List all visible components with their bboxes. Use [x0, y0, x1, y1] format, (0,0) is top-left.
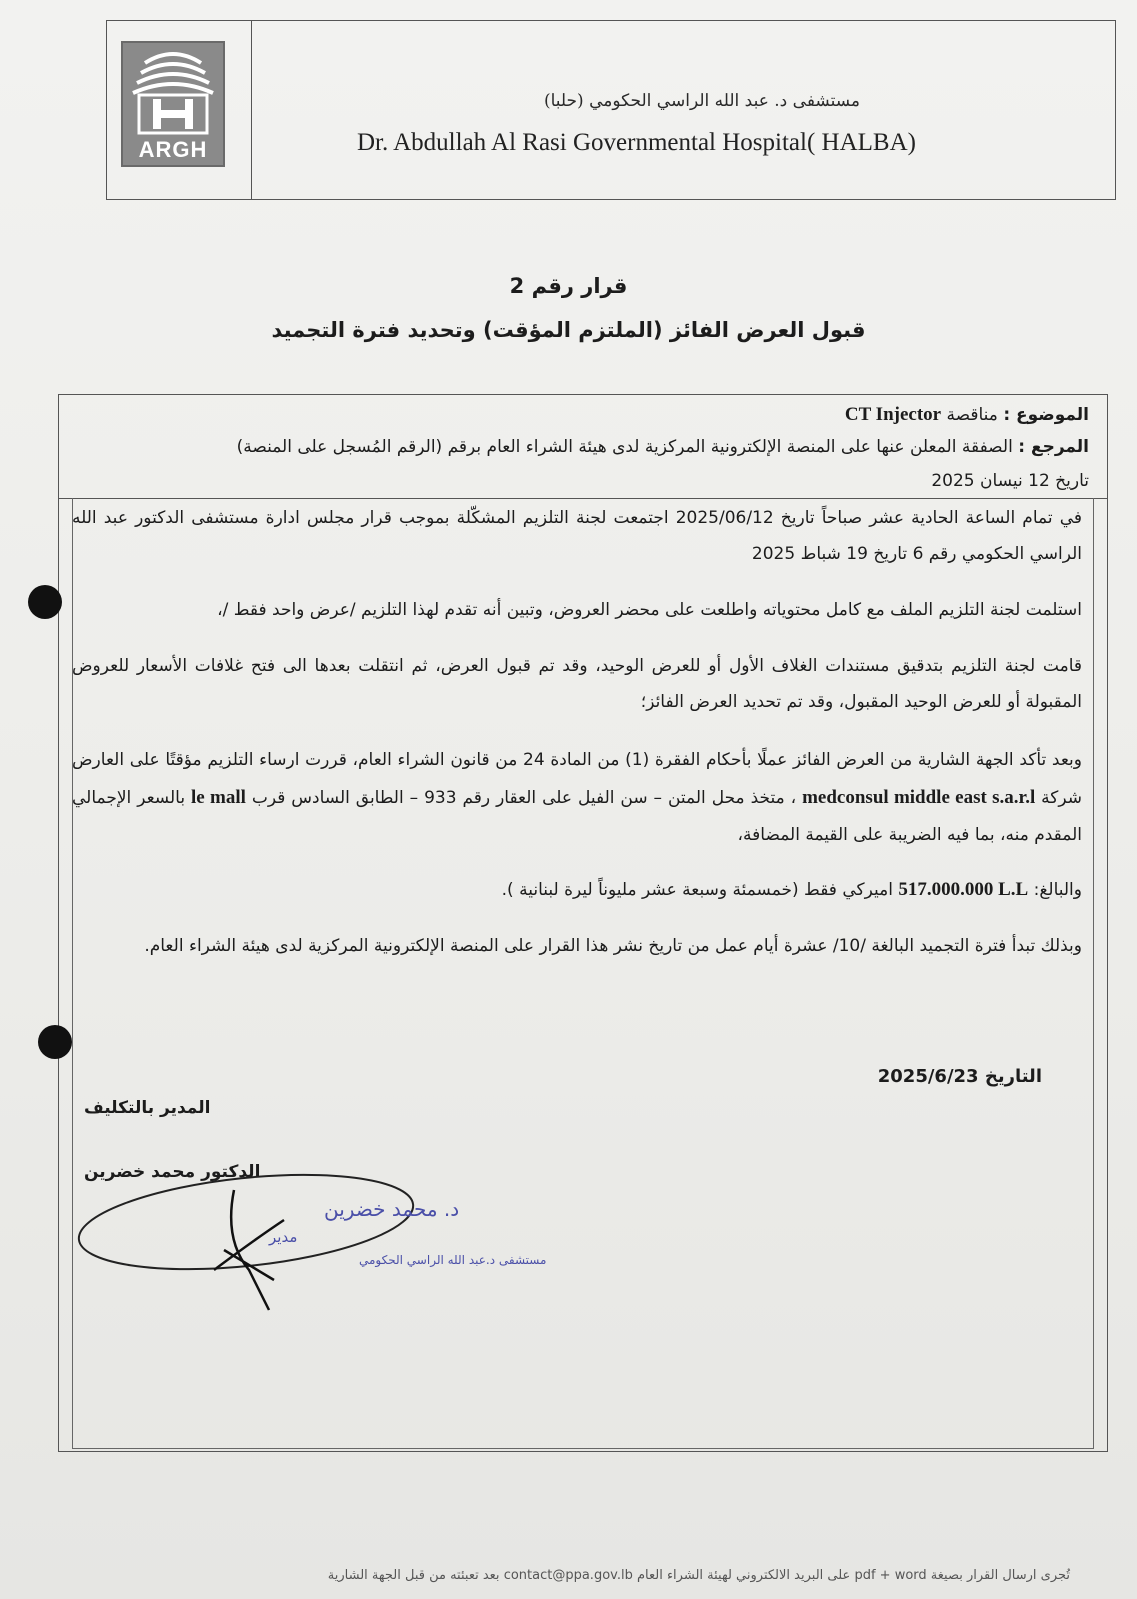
reference-date: تاريخ 12 نيسان 2025 — [931, 471, 1089, 491]
date-value: 2025/6/23 — [877, 1066, 979, 1087]
mall-name: le mall — [191, 787, 246, 808]
paragraph-standstill: وبذلك تبدأ فترة التجميد البالغة /10/ عشرة أيام عمل من تاريخ نشر هذا القرار على المنصة الإلكترونية المركزية لدى هيئة الشراء العام. — [144, 936, 1082, 956]
stamp-name: د. محمد خضرين — [324, 1197, 460, 1221]
signature-stroke — [214, 1190, 284, 1310]
logo-text: ARGH — [138, 137, 208, 162]
reference-text: الصفقة المعلن عنها على المنصة الإلكترونية المركزية لدى هيئة الشراء العام برقم (الرقم المُسجل على المنصة) — [236, 437, 1013, 457]
award-text-b: ، متخذ محل المتن – سن الفيل على العقار رقم 933 – الطابق السادس قرب — [251, 788, 797, 808]
award-text-c: بالسعر الإجمالي المقدم منه، بما فيه الضريبة على القيمة المضافة، — [72, 788, 1082, 845]
paragraph-envelopes: قامت لجنة التلزيم بتدقيق مستندات الغلاف الأول أو للعرض الوحيد، وقد تم قبول العرض، ثم انتقلت بعدها الى فتح غلافات الأسعار للعروض المقبولة أو للعرض الوحيد المقبول، وقد تم تحديد العرض الفائز؛ — [72, 656, 1082, 712]
official-stamp — [74, 1160, 547, 1340]
decision-number: قرار رقم 2 — [509, 274, 628, 298]
decision-date — [878, 1066, 1042, 1087]
hospital-name-ar: مستشفى د. عبد الله الراسي الحكومي (حلبا) — [543, 91, 860, 111]
company-name: medconsul middle east s.a.r.l — [802, 787, 1036, 808]
stamp-role: مدير — [269, 1228, 298, 1246]
amount-text: اميركي فقط (خمسمئة وسبعة عشر مليوناً ليرة لبنانية ). — [501, 880, 893, 900]
amount-label: والبالغ: — [1033, 880, 1082, 900]
doctor-name: الدكتور محمد خضرين — [84, 1162, 261, 1182]
subject-line — [89, 398, 1089, 432]
punch-hole — [38, 1025, 72, 1059]
amount-value: 517.000.000 L.L — [898, 879, 1029, 900]
subject-label: الموضوع : — [1003, 405, 1089, 425]
paragraph-amount — [72, 872, 1082, 908]
stamp-org: مستشفى د.عبد الله الراسي الحكومي — [359, 1253, 547, 1267]
punch-hole — [28, 585, 62, 619]
footer-note: تُجرى ارسال القرار بصيغة pdf + word على البريد الالكتروني لهيئة الشراء العام contact@ppa.gov.lb بعد تعبئته من قبل الجهة الشارية — [327, 1568, 1070, 1583]
hospital-building-icon — [123, 43, 223, 141]
paragraph-file-received: استلمت لجنة التلزيم الملف مع كامل محتوياته واطلعت على محضر العروض، وتبين أنه تقدم لهذا التلزيم /عرض واحد فقط /، — [217, 600, 1082, 620]
paragraph-award — [72, 742, 1082, 854]
hospital-logo — [121, 41, 225, 167]
director-title: المدير بالتكليف — [84, 1098, 211, 1118]
decision-title: قبول العرض الفائز (الملتزم المؤقت) وتحديد فترة التجميد — [271, 318, 866, 342]
hospital-name-en: Dr. Abdullah Al Rasi Governmental Hospital( HALBA) — [357, 129, 916, 156]
award-text-a: وبعد تأكد الجهة الشارية من العرض الفائز عملًا بأحكام الفقرة (1) من المادة 24 من قانون الشراء العام، قررت ارساء التلزيم مؤقتًا على العارض شركة — [72, 750, 1083, 808]
reference-label: المرجع : — [1018, 437, 1089, 457]
logo-cell — [107, 21, 252, 199]
subject-text: مناقصة — [946, 405, 998, 425]
date-label: التاريخ — [984, 1066, 1042, 1087]
letterhead — [106, 20, 1116, 200]
reference-line — [79, 430, 1089, 464]
paragraph-meeting: في تمام الساعة الحادية عشر صباحاً تاريخ 2025/06/12 اجتمعت لجنة التلزيم المشكّلة بموجب قرار مجلس ادارة مستشفى الدكتور عبد الله الراسي الحكومي رقم 6 تاريخ 19 شباط 2025 — [72, 508, 1082, 564]
subject-item: CT Injector — [844, 404, 942, 425]
